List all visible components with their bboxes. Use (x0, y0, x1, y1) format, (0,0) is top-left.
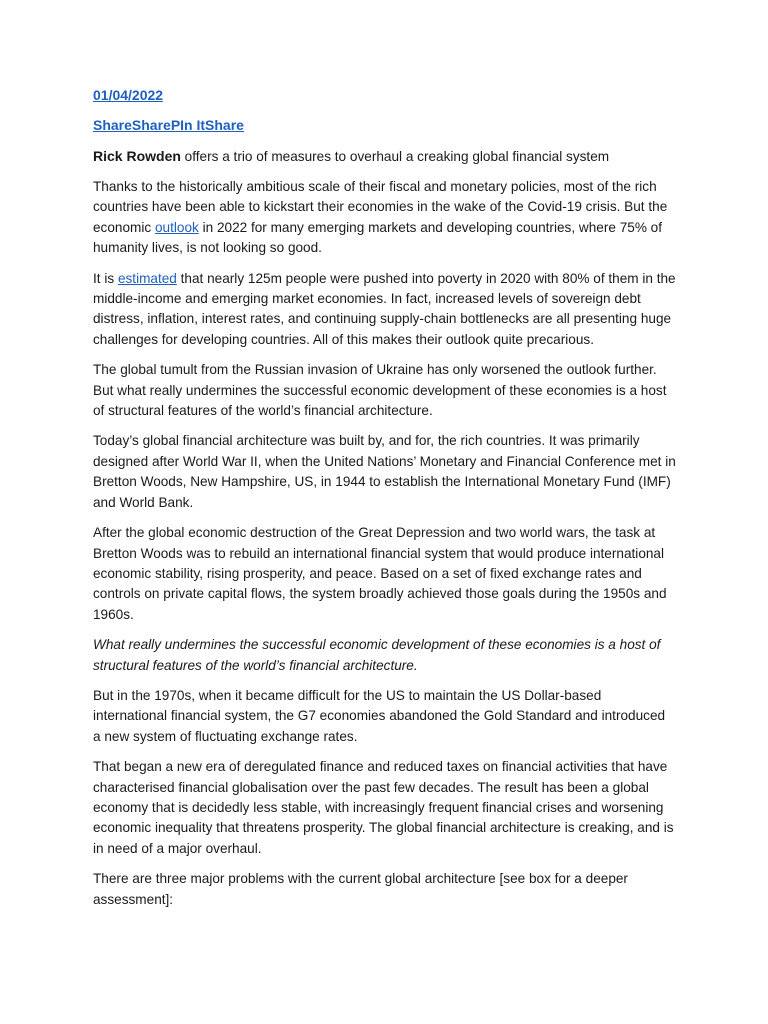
article-date-link[interactable]: 01/04/2022 (93, 87, 164, 103)
byline (93, 146, 676, 167)
pull-quote: What really undermines the successful economic development of these economies is a host of structural features of the world’s financial architecture. (93, 637, 661, 673)
outlook-link[interactable]: outlook (154, 219, 199, 235)
paragraph-4: Today’s global financial architecture was built by, and for, the rich countries. It was primarily designed after World War II, when the United Nations’ Monetary and Financial Conference met in Bretton Woods, New Hampshire, US, in 1944 to establish the International Monetary Fund (IMF) and World Bank. (93, 433, 676, 510)
byline-text: offers a trio of measures to overhaul a creaking global financial system (180, 149, 610, 164)
paragraph-2-after: that nearly 125m people were pushed into poverty in 2020 with 80% of them in the middle-income and emerging market economies. In fact, increased levels of sovereign debt distress, inflation, interest rates, and continuing supply-chain bottlenecks are all presenting huge challenges for developing countries. All of this makes their outlook quite precarious. (93, 270, 676, 347)
paragraph-8: There are three major problems with the current global architecture [see box for a deeper assessment]: (93, 871, 628, 907)
author-name: Rick Rowden (93, 148, 181, 164)
paragraph-2-before: It is (93, 270, 118, 286)
paragraph-1-before: Thanks to the historically ambitious scale of their fiscal and monetary policies, most of the rich countries have been able to kickstart their economies in the wake of the Covid-19 crisis. But the economic (93, 179, 668, 235)
share-links[interactable]: ShareSharePIn ItShare (93, 117, 244, 133)
paragraph-7: That began a new era of deregulated finance and reduced taxes on financial activities that have characterised financial globalisation over the past few decades. The result has been a global economy that is decidedly less stable, with increasingly frequent financial crises and worsening economic inequality that threatens prosperity. The global financial architecture is creaking, and is in need of a major overhaul. (93, 759, 674, 856)
paragraph-1 (93, 177, 676, 259)
paragraph-3: The global tumult from the Russian invasion of Ukraine has only worsened the outlook further. But what really undermines the successful economic development of these economies is a host of structural features of the world’s financial architecture. (93, 362, 667, 419)
paragraph-1-after: in 2022 for many emerging markets and developing countries, where 75% of humanity lives, is not looking so good. (93, 219, 663, 256)
paragraph-2 (93, 269, 676, 351)
estimated-link[interactable]: estimated (117, 270, 177, 286)
paragraph-5: After the global economic destruction of the Great Depression and two world wars, the task at Bretton Woods was to rebuild an international financial system that would produce international economic stability, rising prosperity, and peace. Based on a set of fixed exchange rates and controls on private capital flows, the system broadly achieved those goals during the 1950s and 1960s. (93, 525, 667, 622)
paragraph-6: But in the 1970s, when it became difficult for the US to maintain the US Dollar-based international financial system, the G7 economies abandoned the Gold Standard and introduced a new system of fluctuating exchange rates. (93, 687, 666, 744)
